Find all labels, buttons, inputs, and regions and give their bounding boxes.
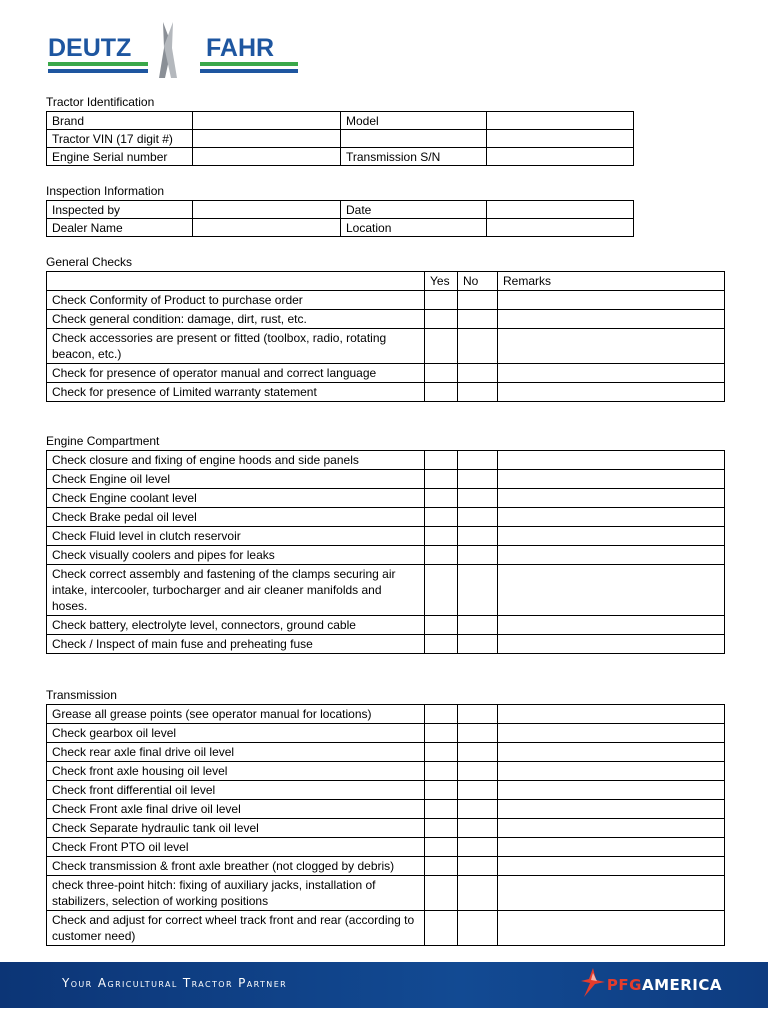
table-row <box>47 781 725 800</box>
no-cell[interactable] <box>458 635 498 654</box>
pfg-swoosh-icon <box>579 967 607 1004</box>
general-checks-table <box>46 271 725 402</box>
date-input-cell[interactable] <box>487 201 634 219</box>
yes-cell[interactable] <box>425 565 458 616</box>
check-item: Check battery, electrolyte level, connectors, ground cable <box>47 616 425 635</box>
remarks-cell[interactable] <box>498 310 725 329</box>
no-cell[interactable] <box>458 489 498 508</box>
transmission-sn-input-cell[interactable] <box>487 148 634 166</box>
remarks-cell[interactable] <box>498 762 725 781</box>
label-cell: Inspected by <box>47 201 193 219</box>
remarks-cell[interactable] <box>498 705 725 724</box>
blank-input-cell[interactable] <box>487 130 634 148</box>
no-cell[interactable] <box>458 508 498 527</box>
remarks-cell[interactable] <box>498 724 725 743</box>
remarks-cell[interactable] <box>498 451 725 470</box>
location-input-cell[interactable] <box>487 219 634 237</box>
footer-banner <box>0 962 768 1008</box>
yes-cell[interactable] <box>425 489 458 508</box>
table-row <box>47 565 725 616</box>
yes-cell[interactable] <box>425 800 458 819</box>
check-item: Check Front PTO oil level <box>47 838 425 857</box>
yes-cell[interactable] <box>425 838 458 857</box>
remarks-cell[interactable] <box>498 329 725 364</box>
brand-input-cell[interactable] <box>193 112 341 130</box>
check-item: Check front axle housing oil level <box>47 762 425 781</box>
remarks-cell[interactable] <box>498 565 725 616</box>
remarks-cell[interactable] <box>498 819 725 838</box>
table-row <box>47 470 725 489</box>
no-cell[interactable] <box>458 310 498 329</box>
check-item: Check Fluid level in clutch reservoir <box>47 527 425 546</box>
remarks-cell[interactable] <box>498 838 725 857</box>
no-cell[interactable] <box>458 762 498 781</box>
remarks-cell[interactable] <box>498 364 725 383</box>
no-cell[interactable] <box>458 819 498 838</box>
yes-cell[interactable] <box>425 857 458 876</box>
general-checks-title: General Checks <box>46 255 133 269</box>
check-item: Check Brake pedal oil level <box>47 508 425 527</box>
no-header: No <box>458 272 498 291</box>
remarks-cell[interactable] <box>498 489 725 508</box>
table-row <box>47 705 725 724</box>
no-cell[interactable] <box>458 724 498 743</box>
yes-cell[interactable] <box>425 876 458 911</box>
remarks-cell[interactable] <box>498 291 725 310</box>
table-row <box>47 451 725 470</box>
check-item: Check Conformity of Product to purchase order <box>47 291 425 310</box>
table-row <box>47 911 725 946</box>
table-row <box>47 508 725 527</box>
check-item: Grease all grease points (see operator manual for locations) <box>47 705 425 724</box>
transmission-title: Transmission <box>46 688 117 702</box>
check-item: Check for presence of Limited warranty statement <box>47 383 425 402</box>
check-item: Check for presence of operator manual and correct language <box>47 364 425 383</box>
yes-cell[interactable] <box>425 329 458 364</box>
yes-cell[interactable] <box>425 291 458 310</box>
yes-cell[interactable] <box>425 310 458 329</box>
model-input-cell[interactable] <box>487 112 634 130</box>
no-cell[interactable] <box>458 291 498 310</box>
table-row <box>47 383 725 402</box>
no-cell[interactable] <box>458 616 498 635</box>
deutz-fahr-logo <box>48 18 300 80</box>
remarks-cell[interactable] <box>498 546 725 565</box>
table-row <box>47 743 725 762</box>
yes-cell[interactable] <box>425 546 458 565</box>
check-item: Check correct assembly and fastening of the clamps securing air intake, intercooler, turbocharger and air cleaner manifolds and hoses. <box>47 565 425 616</box>
logo-right-word: FAHR <box>206 34 275 62</box>
vin-input-cell[interactable] <box>193 130 341 148</box>
remarks-cell[interactable] <box>498 781 725 800</box>
table-row <box>47 724 725 743</box>
no-cell[interactable] <box>458 329 498 364</box>
remarks-cell[interactable] <box>498 470 725 489</box>
no-cell[interactable] <box>458 364 498 383</box>
table-row <box>47 819 725 838</box>
table-row <box>47 201 634 219</box>
check-item: Check rear axle final drive oil level <box>47 743 425 762</box>
no-cell[interactable] <box>458 565 498 616</box>
table-row <box>47 616 725 635</box>
engine-serial-input-cell[interactable] <box>193 148 341 166</box>
no-cell[interactable] <box>458 470 498 489</box>
table-row <box>47 876 725 911</box>
no-cell[interactable] <box>458 857 498 876</box>
yes-cell[interactable] <box>425 635 458 654</box>
remarks-cell[interactable] <box>498 508 725 527</box>
check-item: check three-point hitch: fixing of auxiliary jacks, installation of stabilizers, selection of working positions <box>47 876 425 911</box>
pfg-brand-part2: AMERICA <box>641 976 722 994</box>
engine-compartment-table <box>46 450 725 654</box>
transmission-table <box>46 704 725 946</box>
tractor-identification-table <box>46 111 634 166</box>
inspection-information-title: Inspection Information <box>46 184 165 198</box>
no-cell[interactable] <box>458 451 498 470</box>
no-cell[interactable] <box>458 383 498 402</box>
table-row <box>47 130 634 148</box>
table-row <box>47 762 725 781</box>
table-row <box>47 148 634 166</box>
remarks-cell[interactable] <box>498 635 725 654</box>
check-item: Check visually coolers and pipes for leaks <box>47 546 425 565</box>
yes-cell[interactable] <box>425 819 458 838</box>
table-row <box>47 857 725 876</box>
no-cell[interactable] <box>458 876 498 911</box>
logo-left-word: DEUTZ <box>48 34 132 62</box>
label-cell: Date <box>341 201 487 219</box>
no-cell[interactable] <box>458 800 498 819</box>
no-cell[interactable] <box>458 838 498 857</box>
check-item: Check accessories are present or fitted (toolbox, radio, rotating beacon, etc.) <box>47 329 425 364</box>
label-cell: Engine Serial number <box>47 148 193 166</box>
table-row <box>47 489 725 508</box>
dealer-name-input-cell[interactable] <box>193 219 341 237</box>
yes-cell[interactable] <box>425 762 458 781</box>
item-header <box>47 272 425 291</box>
yes-cell[interactable] <box>425 383 458 402</box>
check-item: Check gearbox oil level <box>47 724 425 743</box>
remarks-header: Remarks <box>498 272 725 291</box>
table-row <box>47 838 725 857</box>
label-cell: Transmission S/N <box>341 148 487 166</box>
label-cell: Tractor VIN (17 digit #) <box>47 130 193 148</box>
yes-cell[interactable] <box>425 911 458 946</box>
no-cell[interactable] <box>458 781 498 800</box>
check-item: Check front differential oil level <box>47 781 425 800</box>
remarks-cell[interactable] <box>498 527 725 546</box>
table-row <box>47 291 725 310</box>
check-item: Check and adjust for correct wheel track front and rear (according to customer need) <box>47 911 425 946</box>
yes-header: Yes <box>425 272 458 291</box>
remarks-cell[interactable] <box>498 800 725 819</box>
check-item: Check Separate hydraulic tank oil level <box>47 819 425 838</box>
remarks-cell[interactable] <box>498 857 725 876</box>
table-row <box>47 546 725 565</box>
yes-cell[interactable] <box>425 364 458 383</box>
yes-cell[interactable] <box>425 705 458 724</box>
table-row <box>47 635 725 654</box>
pfg-brand-part1: PFG <box>606 976 642 994</box>
label-cell: Model <box>341 112 487 130</box>
no-cell[interactable] <box>458 705 498 724</box>
no-cell[interactable] <box>458 911 498 946</box>
label-cell <box>341 130 487 148</box>
check-item: Check / Inspect of main fuse and preheating fuse <box>47 635 425 654</box>
label-cell: Brand <box>47 112 193 130</box>
yes-cell[interactable] <box>425 508 458 527</box>
label-cell: Dealer Name <box>47 219 193 237</box>
label-cell: Location <box>341 219 487 237</box>
yes-cell[interactable] <box>425 724 458 743</box>
table-row <box>47 800 725 819</box>
check-item: Check Front axle final drive oil level <box>47 800 425 819</box>
tractor-identification-title: Tractor Identification <box>46 95 155 109</box>
inspection-information-table <box>46 200 634 237</box>
remarks-cell[interactable] <box>498 383 725 402</box>
pfg-america-logo <box>579 968 722 1002</box>
inspected-by-input-cell[interactable] <box>193 201 341 219</box>
table-row <box>47 364 725 383</box>
table-row <box>47 310 725 329</box>
remarks-cell[interactable] <box>498 743 725 762</box>
remarks-cell[interactable] <box>498 911 725 946</box>
no-cell[interactable] <box>458 743 498 762</box>
check-item: Check Engine oil level <box>47 470 425 489</box>
table-row <box>47 329 725 364</box>
check-item: Check general condition: damage, dirt, rust, etc. <box>47 310 425 329</box>
table-row <box>47 219 634 237</box>
pfg-america-text <box>607 976 722 994</box>
footer-tagline: Your Agricultural Tractor Partner <box>62 976 288 990</box>
yes-cell[interactable] <box>425 527 458 546</box>
no-cell[interactable] <box>458 546 498 565</box>
yes-cell[interactable] <box>425 616 458 635</box>
engine-compartment-title: Engine Compartment <box>46 434 160 448</box>
table-header-row <box>47 272 725 291</box>
no-cell[interactable] <box>458 527 498 546</box>
remarks-cell[interactable] <box>498 876 725 911</box>
yes-cell[interactable] <box>425 470 458 489</box>
check-item: Check transmission & front axle breather (not clogged by debris) <box>47 857 425 876</box>
check-item: Check Engine coolant level <box>47 489 425 508</box>
table-row <box>47 112 634 130</box>
check-item: Check closure and fixing of engine hoods and side panels <box>47 451 425 470</box>
table-row <box>47 527 725 546</box>
remarks-cell[interactable] <box>498 616 725 635</box>
yes-cell[interactable] <box>425 743 458 762</box>
yes-cell[interactable] <box>425 451 458 470</box>
yes-cell[interactable] <box>425 781 458 800</box>
